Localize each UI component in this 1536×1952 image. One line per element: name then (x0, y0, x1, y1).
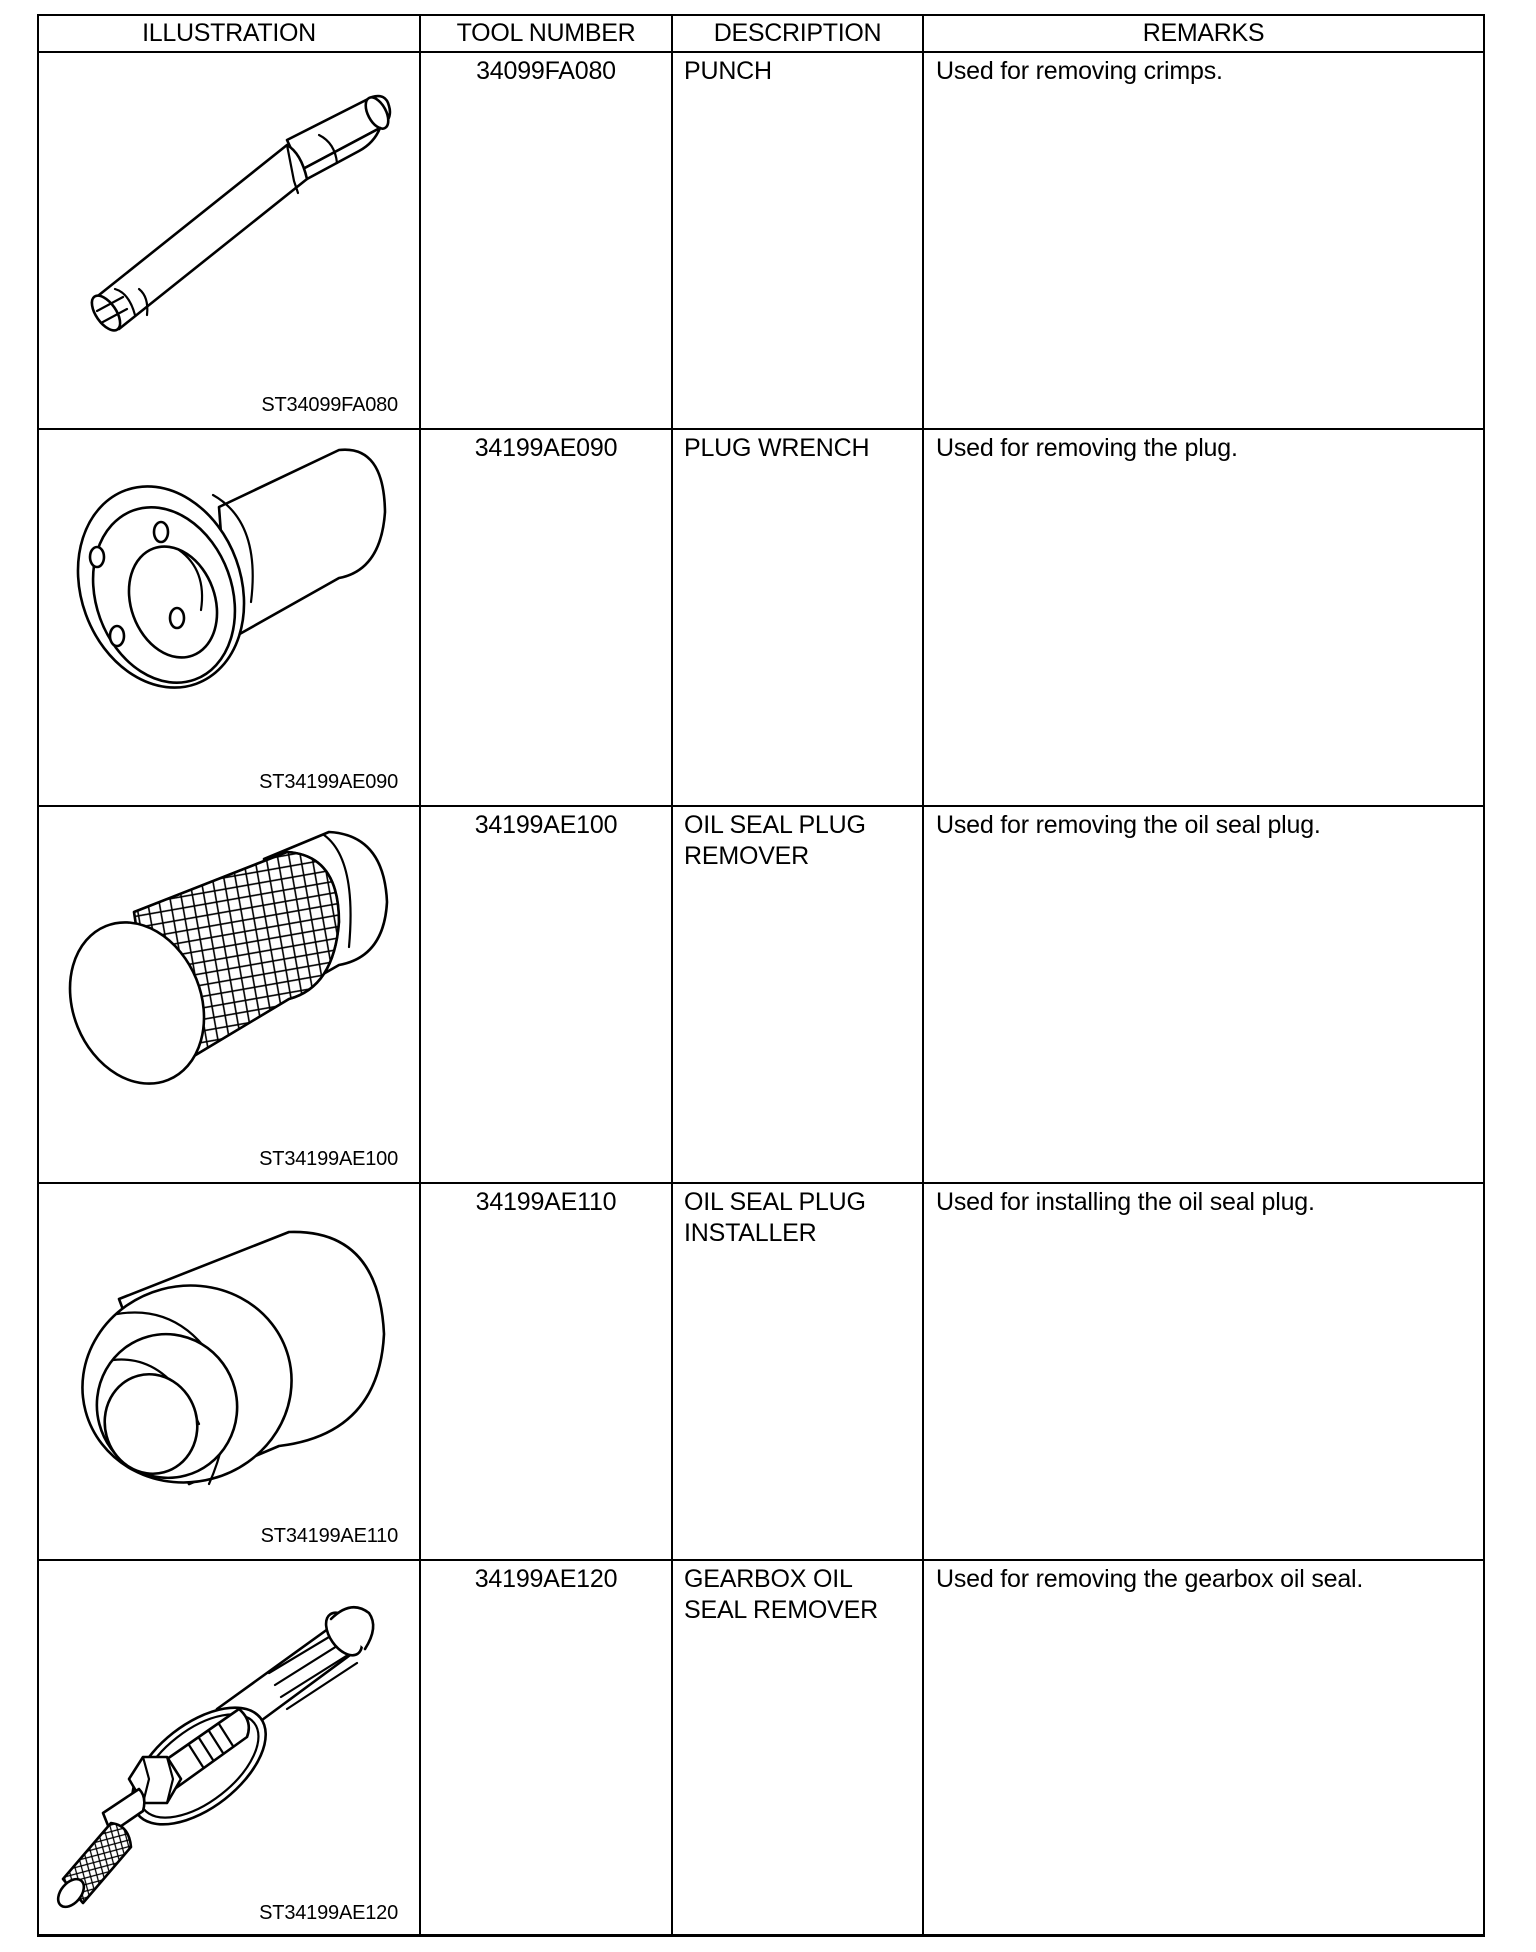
remarks: Used for removing the plug. (936, 434, 1238, 462)
oil-seal-plug-installer-icon (39, 1184, 419, 1559)
description-line: OIL SEAL PLUG (684, 1188, 866, 1216)
plug-wrench-icon (39, 430, 419, 805)
tool-number: 34199AE110 (475, 1188, 617, 1216)
tool-number: 34199AE090 (474, 434, 618, 462)
tool-caption: ST34199AE110 (260, 1525, 398, 1547)
description (684, 1564, 878, 1626)
tool-number: 34199AE120 (474, 1565, 618, 1593)
tool-caption: ST34199AE100 (259, 1148, 398, 1170)
tool-caption: ST34199AE090 (259, 771, 398, 793)
column-divider (419, 14, 421, 1936)
remarks: Used for removing the oil seal plug. (936, 811, 1321, 839)
tool-caption: ST34099FA080 (261, 394, 398, 416)
header-tool-number: TOOL NUMBER (456, 19, 636, 47)
description-line: REMOVER (684, 842, 810, 870)
description-line: GEARBOX OIL (684, 1565, 853, 1593)
description (684, 56, 772, 87)
column-divider (922, 14, 924, 1936)
header-remarks: REMARKS (1142, 19, 1265, 47)
description-line: SEAL REMOVER (684, 1596, 878, 1624)
punch-icon (39, 53, 419, 428)
header-illustration: ILLUSTRATION (142, 19, 316, 47)
description-line: PUNCH (684, 57, 772, 85)
tool-caption: ST34199AE120 (259, 1902, 398, 1924)
header-description: DESCRIPTION (713, 19, 882, 47)
tool-number: 34099FA080 (476, 57, 616, 85)
remarks: Used for installing the oil seal plug. (936, 1188, 1315, 1216)
description (684, 810, 866, 872)
tool-number: 34199AE100 (474, 811, 618, 839)
column-divider (671, 14, 673, 1936)
remarks: Used for removing crimps. (936, 57, 1223, 85)
gearbox-oil-seal-remover-icon (39, 1561, 419, 1936)
description (684, 433, 869, 464)
description-line: INSTALLER (684, 1219, 817, 1247)
description-line: PLUG WRENCH (684, 434, 870, 462)
description-line: OIL SEAL PLUG (684, 811, 866, 839)
description (684, 1187, 866, 1249)
remarks: Used for removing the gearbox oil seal. (936, 1565, 1364, 1593)
table-border-right (1483, 14, 1485, 1936)
oil-seal-plug-remover-icon (39, 807, 419, 1182)
